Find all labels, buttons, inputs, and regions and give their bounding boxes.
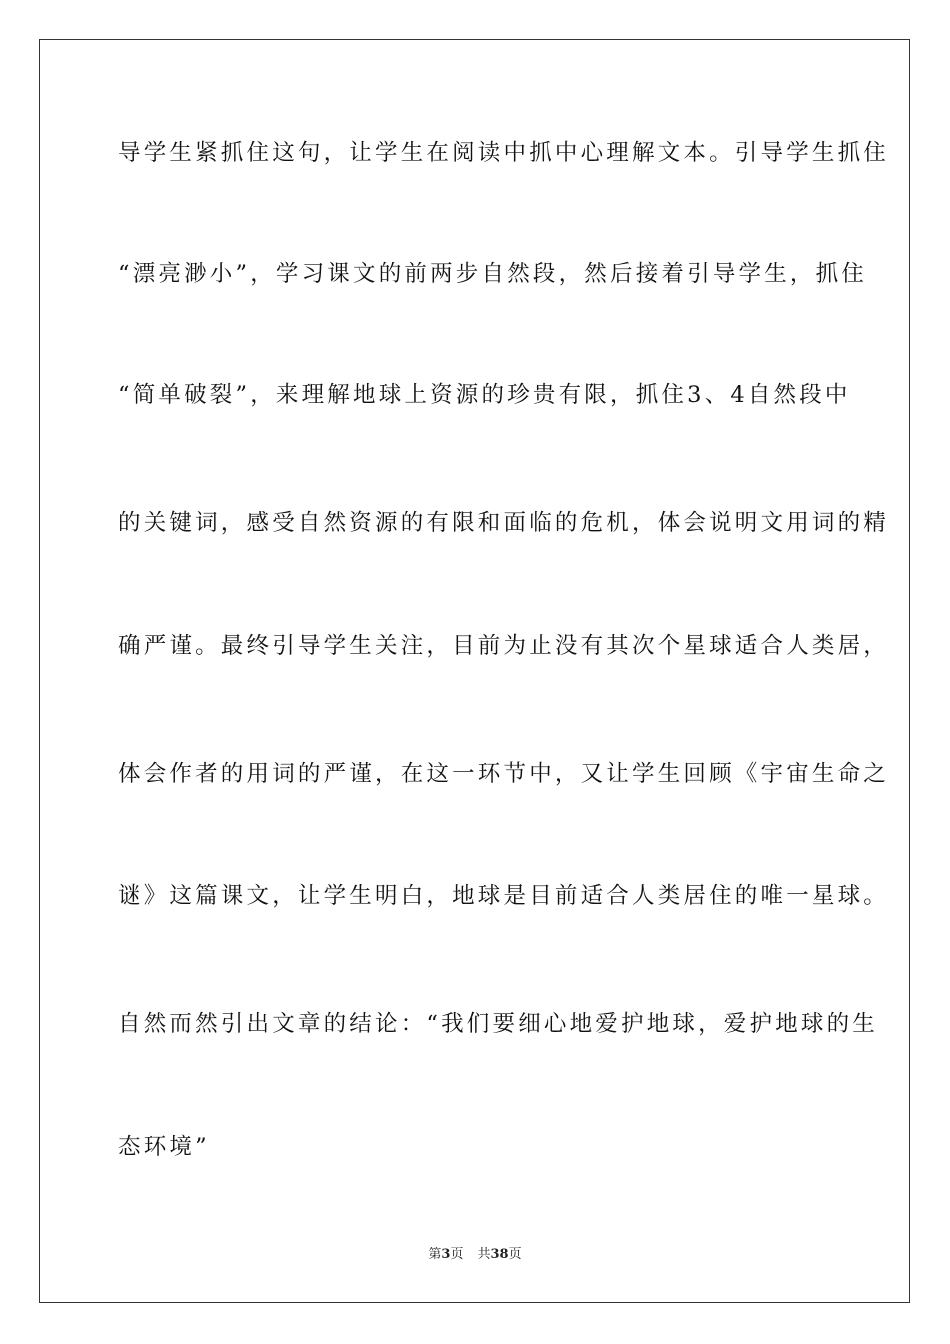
text-line: 导学生紧抓住这句，让学生在阅读中抓中心理解文本。引导学生抓住 [118,140,890,166]
text-line: 自然而然引出文章的结论：“我们要细心地爱护地球，爱护地球的生 [118,1011,879,1037]
text-line: 确严谨。最终引导学生关注，目前为止没有其次个星球适合人类居， [118,633,890,659]
page-border [39,39,910,1303]
current-page-number: 3 [441,1247,451,1262]
text-line: “简单破裂”，来理解地球上资源的珍贵有限，抓住3、4自然段中 [118,382,851,408]
page-footer [0,1246,950,1264]
text-line: 体会作者的用词的严谨，在这一环节中，又让学生回顾《宇宙生命之 [118,761,890,787]
text-line: 的关键词，感受自然资源的有限和面临的危机，体会说明文用词的精 [118,510,890,536]
text-line: 态环境” [118,1134,210,1160]
page-number-label: 第3页 [428,1247,464,1262]
text-line: “漂亮渺小”，学习课文的前两步自然段，然后接着引导学生，抓住 [118,261,868,287]
text-line: 谜》这篇课文，让学生明白，地球是目前适合人类居住的唯一星球。 [118,883,890,909]
total-page-count: 38 [490,1247,509,1262]
total-pages-label: 共38页 [477,1247,522,1262]
